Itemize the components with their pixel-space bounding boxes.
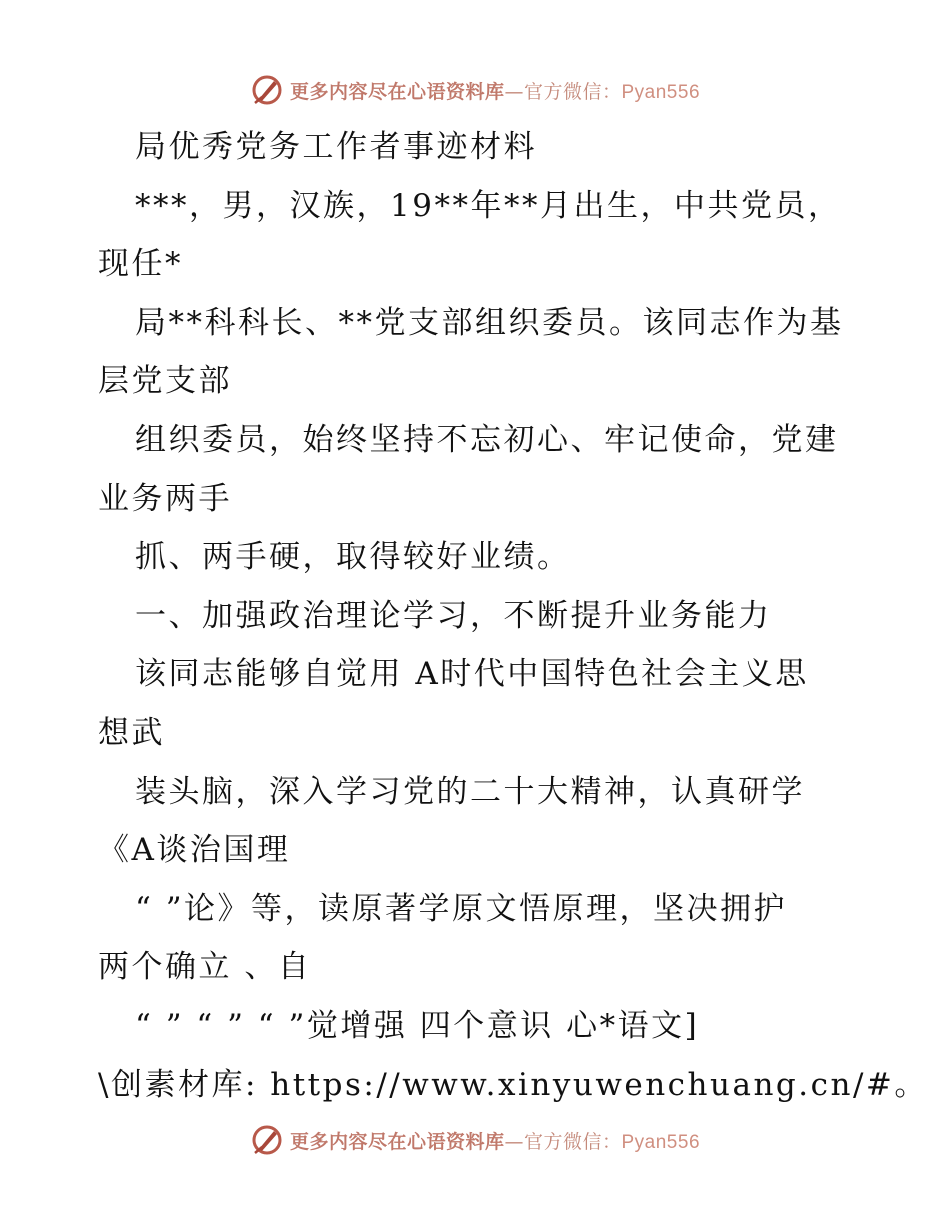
doc-line: 抓、两手硬，取得较好业绩。 [135,539,571,576]
doc-line: “ ” “ ” “ ”觉增强 四个意识 心*语文] [135,1007,700,1044]
section-heading: 一、加强政治理论学习，不断提升业务能力 [135,597,772,634]
doc-line: 局**科科长、**党支部组织委员。该同志作为基 [135,304,844,341]
footer-watermark [0,1120,950,1160]
doc-line: 装头脑，深入学习党的二十大精神，认真研学 [135,773,805,810]
doc-line: 想武 [98,714,165,751]
doc-line: ***，男，汉族，19**年**月出生，中共党员， [135,187,842,224]
doc-line: 层党支部 [98,363,232,400]
doc-line: 两个确立 、自 [98,949,312,986]
doc-line: 现任* [98,246,183,283]
watermark-text [290,1127,700,1154]
watermark-title: 更多内容尽在心语资料库 [289,80,505,103]
watermark-wechat-label: —官方微信： [504,80,622,103]
quill-logo-icon [250,73,284,107]
doc-line: \创素材库: https://www.xinyuwenchuang.cn/#。 [98,1066,928,1103]
watermark-title: 更多内容尽在心语资料库 [289,1130,505,1153]
watermark-wechat-id: Pyan556 [621,81,701,103]
doc-line: 该同志能够自觉用 A时代中国特色社会主义思 [135,656,809,693]
watermark-wechat-label: —官方微信： [504,1130,622,1153]
doc-line: 《A谈治国理 [98,832,291,869]
watermark-text [290,77,700,104]
header-watermark [0,70,950,110]
watermark-wechat-id: Pyan556 [621,1131,701,1153]
doc-line: 组织委员，始终坚持不忘初心、牢记使命，党建 [135,421,839,458]
document-body [98,118,928,1114]
quill-logo-icon [250,1123,284,1157]
doc-line: 业务两手 [98,480,232,517]
doc-line: 局优秀党务工作者事迹材料 [135,129,537,165]
doc-line: “ ”论》等，读原著学原文悟原理，坚决拥护 [135,890,788,927]
